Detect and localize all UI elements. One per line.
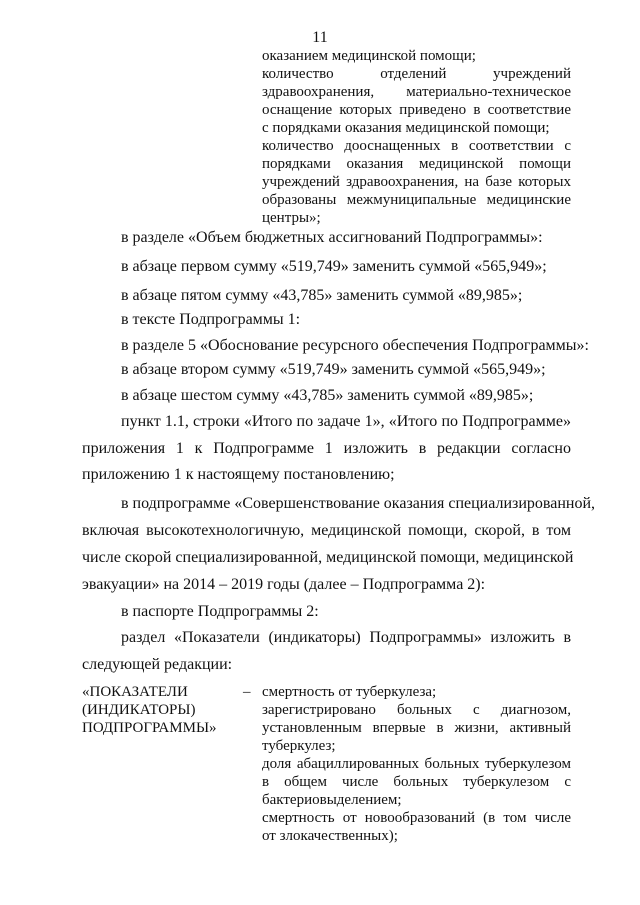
paragraph-indicators-line: следующей редакции: [82, 656, 233, 673]
indicators-dash: – [243, 684, 251, 700]
text-line: учреждений здравоохранения, на базе которых [262, 174, 571, 190]
paragraph-item-1-1-line: приложения 1 к Подпрограмме 1 изложить в редакции согласно [82, 440, 571, 457]
paragraph-second-indent: в абзаце втором сумму «519,749» заменить суммой «565,949»; [121, 361, 546, 378]
indicator-line: туберкулез; [262, 738, 336, 754]
text-line: с порядками оказания медицинской помощи; [262, 120, 550, 136]
paragraph-sixth-indent: в абзаце шестом сумму «43,785» заменить суммой «89,985»; [121, 387, 534, 404]
indicators-label-line: «ПОКАЗАТЕЛИ [82, 684, 188, 700]
text-line: порядками оказания медицинской помощи [262, 156, 571, 172]
indicators-list [262, 683, 571, 845]
paragraph-subprogram-2-line: числе скорой специализированной, медицинской помощи, медицинской [82, 549, 574, 566]
paragraph-subprogram-2-line: включая высокотехнологичную, медицинской помощи, скорой, в том [82, 522, 571, 539]
paragraph-passport: в паспорте Подпрограммы 2: [121, 603, 319, 620]
indicator-line: смертность от туберкулеза; [262, 684, 437, 700]
paragraph-subprogram-2-line: эвакуации» на 2014 – 2019 годы (далее – Подпрограмма 2): [82, 576, 486, 593]
text-line: здравоохранения, материально-техническое [262, 84, 571, 100]
text-line: количество отделений учреждений [262, 66, 571, 82]
paragraph-budget-section: в разделе «Объем бюджетных ассигнований Подпрограммы»: [121, 229, 543, 246]
indicator-line: от злокачественных); [262, 828, 398, 844]
paragraph-section-5: в разделе 5 «Обоснование ресурсного обеспечения Подпрограммы»: [121, 337, 589, 354]
paragraph-indicators-line: раздел «Показатели (индикаторы) Подпрограммы» изложить в [121, 629, 571, 646]
text-line: центры»; [262, 210, 321, 226]
text-line: образованы межмуниципальные медицинские [262, 192, 571, 208]
indicator-continuation-block [262, 47, 571, 227]
indicator-line: доля абациллированных больных туберкулезом [262, 756, 571, 772]
page-number: 11 [312, 29, 328, 46]
paragraph-fifth-indent: в абзаце пятом сумму «43,785» заменить суммой «89,985»; [121, 287, 523, 304]
indicator-line: смертность от новообразований (в том числе [262, 810, 571, 826]
text-line: количество дооснащенных в соответствии с [262, 138, 571, 154]
paragraph-subprogram-2-line: в подпрограмме «Совершенствование оказания специализированной, [121, 495, 596, 512]
text-line: оказанием медицинской помощи; [262, 48, 476, 64]
paragraph-item-1-1-line: приложению 1 к настоящему постановлению; [82, 466, 395, 483]
indicators-label-line: (ИНДИКАТОРЫ) [82, 702, 196, 718]
paragraph-first-indent: в абзаце первом сумму «519,749» заменить суммой «565,949»; [121, 258, 547, 275]
indicator-line: зарегистрировано больных с диагнозом, [262, 702, 571, 718]
indicator-line: бактериовыделением; [262, 792, 402, 808]
paragraph-subprogram-text: в тексте Подпрограммы 1: [121, 311, 301, 328]
indicator-line: в общем числе больных туберкулезом с [262, 774, 571, 790]
indicators-label-line: ПОДПРОГРАММЫ» [82, 720, 217, 736]
paragraph-item-1-1-line: пункт 1.1, строки «Итого по задаче 1», «Итого по Подпрограмме» [121, 413, 571, 430]
indicator-line: установленным впервые в жизни, активный [262, 720, 571, 736]
indicators-label [82, 683, 217, 737]
text-line: оснащение которых приведено в соответствие [262, 102, 571, 118]
